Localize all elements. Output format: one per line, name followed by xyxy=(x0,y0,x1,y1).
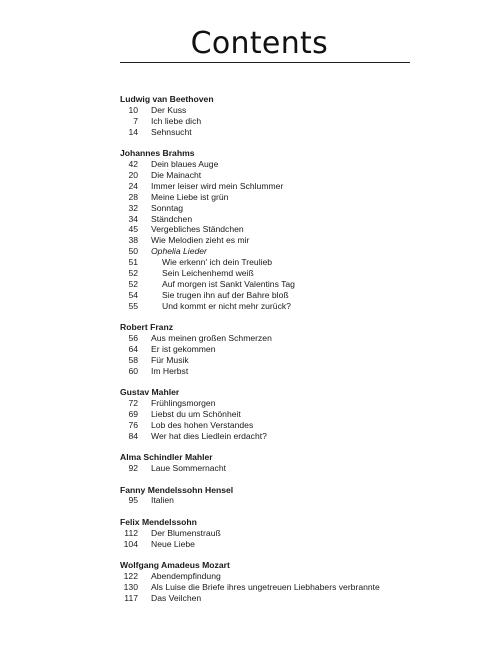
entry-song-title: Vergebliches Ständchen xyxy=(151,224,244,235)
toc-entry xyxy=(120,105,460,116)
toc-entry xyxy=(120,235,460,246)
entry-page-number: 76 xyxy=(128,419,138,430)
toc-subentry xyxy=(120,268,460,279)
toc-entry xyxy=(120,398,460,409)
entry-song-title: Sie trugen ihn auf der Bahre bloß xyxy=(162,289,289,300)
entry-song-title: Liebst du um Schönheit xyxy=(151,408,241,419)
entry-page-number: 84 xyxy=(128,430,138,441)
entry-page-number: 72 xyxy=(128,398,138,409)
entry-song-title: Frühlingsmorgen xyxy=(151,398,216,409)
entry-page-number: 69 xyxy=(128,408,138,419)
toc-entry xyxy=(120,409,460,420)
entry-page-number: 14 xyxy=(128,126,138,137)
composer-section xyxy=(120,560,460,604)
entry-page-number: 32 xyxy=(128,202,138,213)
entry-song-title: Wie Melodien zieht es mir xyxy=(151,235,250,246)
toc-subentry xyxy=(120,257,460,268)
entry-song-title: Ständchen xyxy=(151,213,193,224)
entry-page-number: 34 xyxy=(128,213,138,224)
toc-entry xyxy=(120,431,460,442)
composer-section xyxy=(120,517,460,550)
toc-entry xyxy=(120,366,460,377)
toc-entry xyxy=(120,463,460,474)
entry-page-number: 60 xyxy=(128,365,138,376)
toc-entry xyxy=(120,127,460,138)
toc-entry xyxy=(120,214,460,225)
entry-page-number: 58 xyxy=(128,354,138,365)
toc-entry xyxy=(120,116,460,127)
toc-entry xyxy=(120,528,460,539)
toc-entry xyxy=(120,246,460,257)
toc-entry xyxy=(120,203,460,214)
toc-entry xyxy=(120,170,460,181)
composer-section xyxy=(120,148,460,311)
entry-page-number: 28 xyxy=(128,191,138,202)
composer-name: Fanny Mendelssohn Hensel xyxy=(120,484,234,495)
entry-song-title: Abendempfindung xyxy=(151,571,221,582)
entry-page-number: 112 xyxy=(124,527,138,538)
toc-entry xyxy=(120,159,460,170)
entry-song-title: Immer leiser wird mein Schlummer xyxy=(151,180,284,191)
entry-song-title: Wer hat dies Liedlein erdacht? xyxy=(151,430,267,441)
entry-page-number: 42 xyxy=(128,159,138,170)
entry-page-number: 56 xyxy=(128,333,138,343)
entry-song-title: Als Luise die Briefe ihres ungetreuen Liebhabers verbrannte xyxy=(151,582,380,592)
composer-name: Johannes Brahms xyxy=(120,148,195,159)
entry-song-title: Neue Liebe xyxy=(151,538,195,549)
entry-page-number: 117 xyxy=(124,592,138,603)
entry-song-title: Ophelia Lieder xyxy=(151,246,207,257)
toc-entry xyxy=(120,181,460,192)
entry-song-title: Laue Sommernacht xyxy=(151,463,226,474)
entry-song-title: Sonntag xyxy=(151,202,184,213)
toc-subentry xyxy=(120,301,460,312)
entry-page-number: 54 xyxy=(128,289,138,300)
toc-entry xyxy=(120,355,460,366)
composer-name: Alma Schindler Mahler xyxy=(120,452,213,463)
toc-entry xyxy=(120,420,460,431)
entry-song-title: Im Herbst xyxy=(151,365,189,376)
entry-song-title: Und kommt er nicht mehr zurück? xyxy=(162,300,291,311)
entry-page-number: 104 xyxy=(123,538,138,549)
entry-page-number: 20 xyxy=(128,169,138,180)
entry-page-number: 10 xyxy=(128,104,138,115)
title-divider xyxy=(120,62,410,63)
toc-entry xyxy=(120,333,460,344)
composer-section xyxy=(120,322,460,376)
composer-section xyxy=(120,387,460,441)
toc-subentry xyxy=(120,279,460,290)
entry-song-title: Der Blumenstrauß xyxy=(151,527,221,538)
entry-song-title: Ich liebe dich xyxy=(151,115,202,126)
entry-page-number: 52 xyxy=(128,278,138,289)
entry-page-number: 24 xyxy=(128,180,138,191)
composer-name: Gustav Mahler xyxy=(120,387,180,398)
entry-page-number: 38 xyxy=(128,235,138,246)
entry-song-title: Sein Leichenhemd weiß xyxy=(162,267,254,278)
entry-page-number: 122 xyxy=(123,571,138,582)
table-of-contents xyxy=(120,94,460,614)
composer-name: Wolfgang Amadeus Mozart xyxy=(120,560,230,571)
entry-page-number: 92 xyxy=(128,463,138,474)
entry-page-number: 64 xyxy=(128,343,138,354)
entry-song-title: Für Musik xyxy=(151,354,189,365)
toc-subentry xyxy=(120,290,460,301)
composer-name: Ludwig van Beethoven xyxy=(120,94,214,104)
composer-name: Felix Mendelssohn xyxy=(120,516,197,527)
entry-song-title: Die Mainacht xyxy=(151,169,202,180)
toc-entry xyxy=(120,582,460,593)
entry-song-title: Wie erkenn' ich dein Treulieb xyxy=(162,257,273,268)
entry-song-title: Das Veilchen xyxy=(151,592,202,603)
toc-entry xyxy=(120,192,460,203)
entry-page-number: 95 xyxy=(128,495,138,506)
toc-entry xyxy=(120,344,460,355)
entry-song-title: Auf morgen ist Sankt Valentins Tag xyxy=(162,278,295,289)
entry-song-title: Er ist gekommen xyxy=(151,343,216,354)
entry-page-number: 45 xyxy=(128,224,138,235)
entry-page-number: 50 xyxy=(128,246,138,257)
page-header xyxy=(120,26,410,62)
entry-song-title: Meine Liebe ist grün xyxy=(151,191,229,202)
entry-song-title: Der Kuss xyxy=(151,104,187,115)
toc-entry xyxy=(120,571,460,582)
toc-entry xyxy=(120,593,460,604)
entry-song-title: Sehnsucht xyxy=(151,126,192,137)
entry-page-number: 52 xyxy=(128,267,138,278)
entry-page-number: 55 xyxy=(128,300,138,311)
toc-entry xyxy=(120,495,460,506)
composer-name: Robert Franz xyxy=(120,322,173,333)
entry-page-number: 7 xyxy=(133,115,138,126)
composer-section xyxy=(120,452,460,474)
entry-page-number: 51 xyxy=(128,257,138,268)
entry-song-title: Lob des hohen Verstandes xyxy=(151,419,254,430)
page-title: Contents xyxy=(190,26,328,61)
entry-song-title: Dein blaues Auge xyxy=(151,159,219,170)
entry-song-title: Italien xyxy=(151,495,174,506)
entry-song-title: Aus meinen großen Schmerzen xyxy=(151,333,272,343)
composer-section xyxy=(120,94,460,138)
entry-page-number: 130 xyxy=(123,582,138,592)
toc-entry xyxy=(120,224,460,235)
toc-entry xyxy=(120,539,460,550)
composer-section xyxy=(120,485,460,507)
